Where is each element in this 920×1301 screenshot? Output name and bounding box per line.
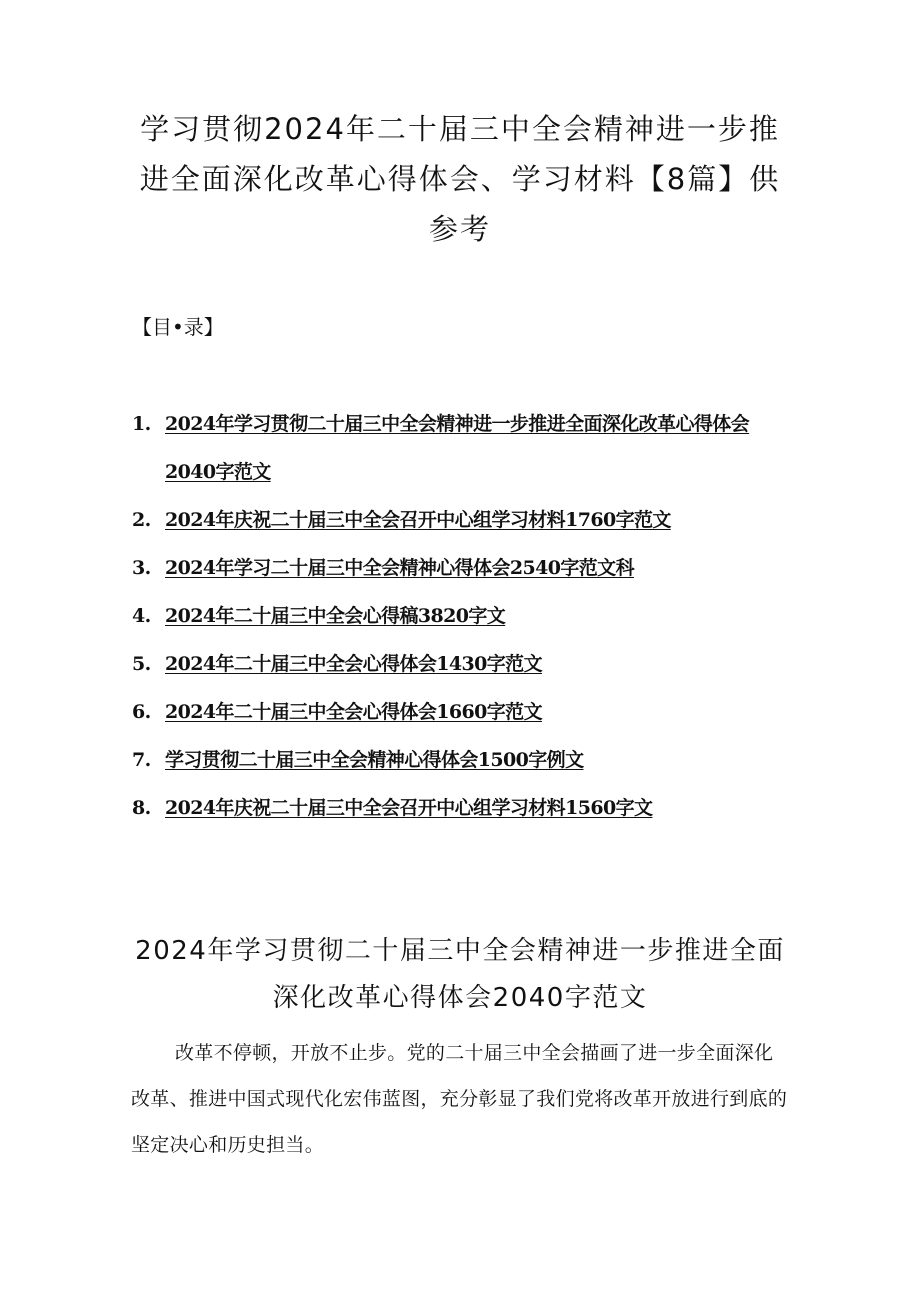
toc-link-6[interactable]: 2024年二十届三中全会心得体会1660字范文 — [165, 701, 542, 723]
toc-item-number: 6. — [132, 701, 151, 723]
toc-item-number: 4. — [132, 605, 151, 627]
toc-link-1[interactable]: 2024年学习贯彻二十届三中全会精神进一步推进全面深化改革心得体会2040字范文 — [165, 413, 750, 483]
toc-item-3 — [130, 544, 770, 592]
toc-link-3[interactable]: 2024年学习二十届三中全会精神心得体会2540字范文科 — [165, 557, 634, 579]
toc-item-8 — [130, 784, 770, 832]
table-of-contents — [130, 400, 770, 832]
toc-item-number: 1. — [132, 413, 151, 435]
toc-link-2[interactable]: 2024年庆祝二十届三中全会召开中心组学习材料1760字范文 — [165, 509, 671, 531]
body-paragraph: 改革不停顿，开放不止步。党的二十届三中全会描画了进一步全面深化改革、推进中国式现代化宏伟蓝图，充分彰显了我们党将改革开放进行到底的坚定决心和历史担当。 — [131, 1042, 788, 1156]
toc-link-7[interactable]: 学习贯彻二十届三中全会精神心得体会1500字例文 — [165, 749, 584, 771]
toc-item-number: 2. — [132, 509, 151, 531]
toc-item-5 — [130, 640, 770, 688]
toc-link-4[interactable]: 2024年二十届三中全会心得稿3820字文 — [165, 605, 506, 627]
toc-link-5[interactable]: 2024年二十届三中全会心得体会1430字范文 — [165, 653, 542, 675]
toc-item-6 — [130, 688, 770, 736]
toc-item-number: 5. — [132, 653, 151, 675]
document-title: 学习贯彻2024年二十届三中全会精神进一步推进全面深化改革心得体会、学习材料【8篇】供参考 — [139, 112, 781, 246]
toc-item-1 — [130, 400, 770, 496]
toc-item-number: 3. — [132, 557, 151, 579]
toc-link-8[interactable]: 2024年庆祝二十届三中全会召开中心组学习材料1560字文 — [165, 797, 653, 819]
toc-item-2 — [130, 496, 770, 544]
toc-item-7 — [130, 736, 770, 784]
toc-item-4 — [130, 592, 770, 640]
toc-item-number: 8. — [132, 797, 151, 819]
toc-item-number: 7. — [132, 749, 151, 771]
section-title: 2024年学习贯彻二十届三中全会精神进一步推进全面深化改革心得体会2040字范文 — [135, 936, 785, 1013]
toc-heading: 【目•录】 — [132, 315, 224, 339]
